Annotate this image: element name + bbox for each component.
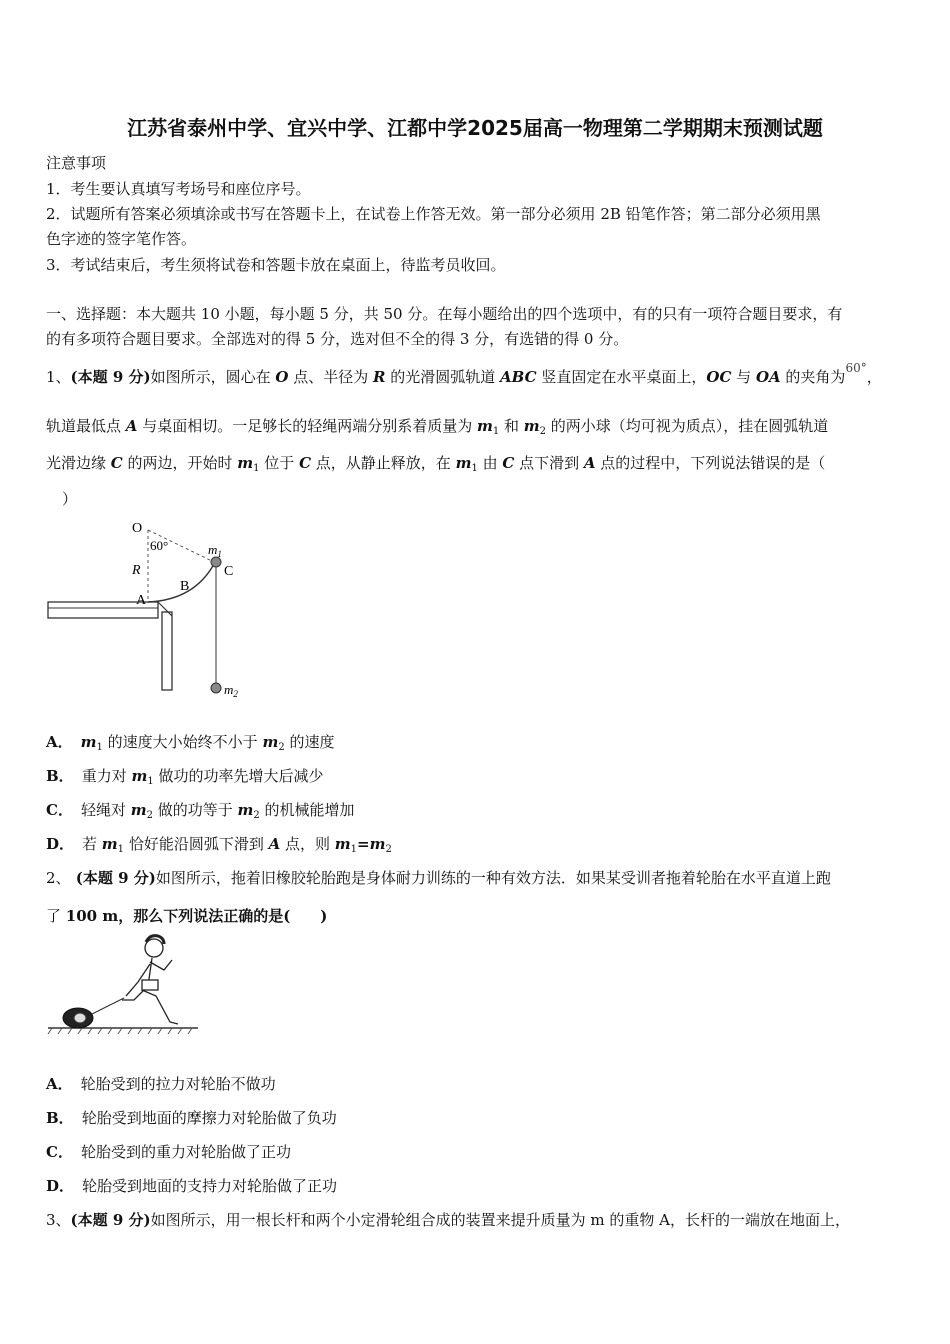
- label-B: B: [180, 579, 190, 594]
- q2-option-b: B． 轮胎受到地面的摩擦力对轮胎做了负功: [46, 1109, 337, 1127]
- label-O: O: [132, 521, 143, 536]
- label-m2: $m_2$: [224, 682, 238, 699]
- ball-m2: [211, 683, 221, 693]
- section-intro-2: 的有多项符合题目要求。全部选对的得 5 分，选对但不全的得 3 分，有选错的得 0 分。: [46, 330, 629, 348]
- q2-option-d: D． 轮胎受到地面的支持力对轮胎做了正功: [46, 1177, 338, 1195]
- notice-2-cont: 色字迹的签字笔作答。: [46, 230, 197, 248]
- angle-60-label: 60°: [845, 361, 867, 375]
- q1-line-1: 1、(本题 9 分)如图所示，圆心在 O 点、半径为 R 的光滑圆弧轨道 ABC 竖直固定在水平桌面上，OC 与 OA 的夹角为$^{60^\circ}$，: [46, 361, 882, 386]
- q2-option-c: C． 轮胎受到的重力对轮胎做了正功: [46, 1143, 291, 1161]
- q1-figure: [44, 512, 254, 702]
- label-m1: $m_1$: [208, 542, 222, 559]
- label-angle: 60°: [150, 538, 169, 553]
- q2-figure: [46, 930, 206, 1038]
- q2-option-a: A． 轮胎受到的拉力对轮胎不做功: [46, 1075, 276, 1093]
- notice-heading: 注意事项: [46, 154, 107, 172]
- label-A: A: [136, 593, 147, 608]
- q3-line-1: 3、(本题 9 分)如图所示，用一根长杆和两个小定滑轮组合成的装置来提升质量为 m 的重物 A，长杆的一端放在地面上，: [46, 1211, 850, 1229]
- notice-1: 1．考生要认真填写考场号和座位序号。: [46, 180, 311, 198]
- table-leg: [162, 612, 172, 690]
- q1-option-c: C． 轻绳对 $m_2$ 做的功等于 $m_2$ 的机械能增加: [46, 801, 355, 821]
- tire-rim: [74, 1013, 86, 1023]
- q1-option-b: B． 重力对 $m_1$ 做功的功率先增大后减少: [46, 767, 324, 787]
- q2-line-1: 2、 (本题 9 分)如图所示，拖着旧橡胶轮胎跑是身体耐力训练的一种有效方法．如果某受训者拖着轮胎在水平直道上跑: [46, 869, 831, 887]
- label-C: C: [224, 564, 234, 579]
- page-title: 江苏省泰州中学、宜兴中学、江都中学2025届高一物理第二学期期末预测试题: [127, 116, 823, 140]
- section-intro-1: 一、选择题：本大题共 10 小题，每小题 5 分，共 50 分。在每小题给出的四个选项中，有的只有一项符合题目要求，有: [46, 305, 843, 323]
- q1-line-3: 光滑边缘 C 的两边，开始时 $m_1$ 位于 C 点，从静止释放，在 $m_1$ 由 C 点下滑到 A 点的过程中，下列说法错误的是（: [46, 454, 826, 474]
- q1-option-a: A． $m_1$ 的速度大小始终不小于 $m_2$ 的速度: [46, 733, 335, 753]
- q2-line-2: 了 100 m，那么下列说法正确的是( ): [46, 907, 328, 925]
- tow-rope: [92, 998, 124, 1014]
- label-R: R: [132, 563, 141, 578]
- q1-line-4: ）: [62, 490, 78, 508]
- q1-line-2: 轨道最低点 A 与桌面相切。一足够长的轻绳两端分别系着质量为 $m_1$ 和 $m_2$ 的两小球（均可视为质点），挂在圆弧轨道: [46, 417, 829, 437]
- ground-hatching: [48, 1028, 192, 1034]
- notice-3: 3．考试结束后，考生须将试卷和答题卡放在桌面上，待监考员收回。: [46, 256, 506, 274]
- runner-icon: [122, 936, 178, 1024]
- notice-2: 2．试题所有答案必须填涂或书写在答题卡上，在试卷上作答无效。第一部分必须用 2B 铅笔作答；第二部分必须用黑: [46, 205, 821, 223]
- q1-option-d: D． 若 $m_1$ 恰好能沿圆弧下滑到 A 点，则 $m_1=m_2$: [46, 835, 392, 855]
